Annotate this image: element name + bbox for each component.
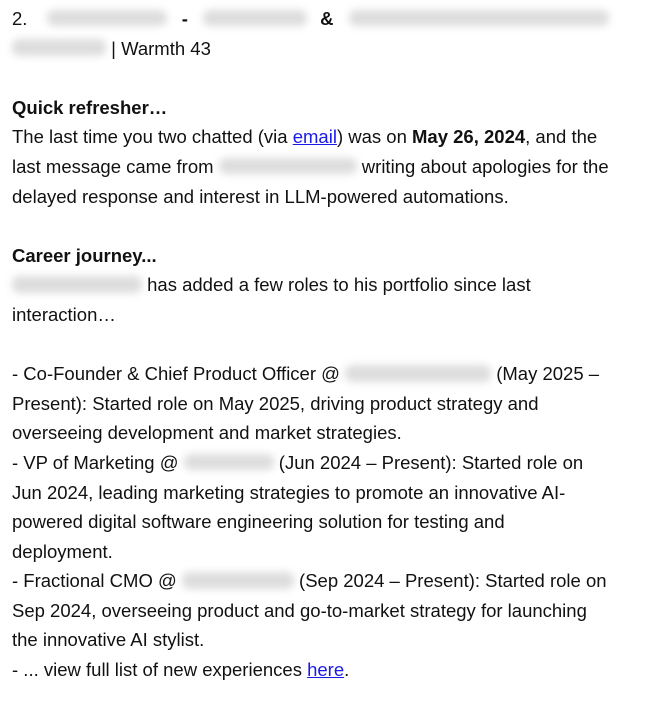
role-text: (May 2025 –	[491, 363, 600, 385]
warmth-score: | Warmth 43	[111, 37, 211, 59]
redacted-title-part	[203, 10, 307, 27]
contact-header-line-1	[12, 4, 652, 34]
career-intro-line-2: interaction…	[12, 303, 116, 325]
spacer	[12, 211, 652, 241]
email-link[interactable]: email	[292, 126, 337, 148]
refresher-line-1	[12, 122, 652, 152]
redacted-company-1	[345, 365, 491, 382]
role-text: - Fractional CMO @	[12, 570, 182, 592]
quick-refresher-heading: Quick refresher…	[12, 96, 168, 118]
redacted-company-2	[184, 454, 274, 471]
contact-amp: &	[320, 8, 334, 29]
spacer	[12, 63, 652, 93]
role-1-line-1	[12, 359, 652, 389]
role-1-line-3: overseeing development and market strategies.	[12, 422, 402, 444]
role-2-line-3: powered digital software engineering solution for testing and	[12, 511, 505, 533]
contact-header-line-2	[12, 34, 652, 64]
spacer	[12, 330, 652, 360]
view-more-line	[12, 655, 652, 685]
redacted-sender-name	[219, 158, 357, 175]
refresher-line-2	[12, 152, 652, 182]
refresher-line-3: delayed response and interest in LLM-powered automations.	[12, 185, 509, 207]
view-more-period: .	[344, 659, 350, 681]
career-intro-line-1	[12, 270, 652, 300]
view-more-text: - ... view full list of new experiences	[12, 659, 308, 681]
redacted-title-company	[349, 10, 609, 27]
refresher-text: The last time you two chatted (via	[12, 126, 293, 148]
redacted-contact-name	[47, 10, 167, 27]
view-full-list-link[interactable]: here	[307, 659, 345, 681]
career-text: has added a few roles to his portfolio since last	[142, 274, 531, 296]
role-text: - Co-Founder & Chief Product Officer @	[12, 363, 346, 385]
redacted-company-3	[182, 572, 294, 589]
role-2-line-1	[12, 448, 652, 478]
role-2-line-4: deployment.	[12, 540, 113, 562]
role-text: (Jun 2024 – Present): Started role on	[273, 451, 584, 473]
refresher-text: last message came from	[12, 155, 219, 177]
contact-index: 2.	[12, 8, 28, 29]
role-1-line-2: Present): Started role on May 2025, driving product strategy and	[12, 392, 539, 414]
role-text: - VP of Marketing @	[12, 451, 184, 473]
last-chat-date: May 26, 2024	[412, 126, 526, 148]
contact-dash: -	[181, 8, 188, 29]
redacted-company-name	[12, 39, 106, 56]
role-3-line-1	[12, 566, 652, 596]
refresher-text: writing about apologies for the	[356, 155, 609, 177]
career-journey-heading: Career journey...	[12, 244, 157, 266]
role-text: (Sep 2024 – Present): Started role on	[293, 570, 607, 592]
role-3-line-3: the innovative AI stylist.	[12, 629, 205, 651]
refresher-text: ) was on	[336, 126, 412, 148]
role-3-line-2: Sep 2024, overseeing product and go-to-market strategy for launching	[12, 599, 587, 621]
role-2-line-2: Jun 2024, leading marketing strategies to promote an innovative AI-	[12, 481, 566, 503]
redacted-contact-name	[12, 276, 142, 293]
refresher-text: , and the	[525, 126, 598, 148]
